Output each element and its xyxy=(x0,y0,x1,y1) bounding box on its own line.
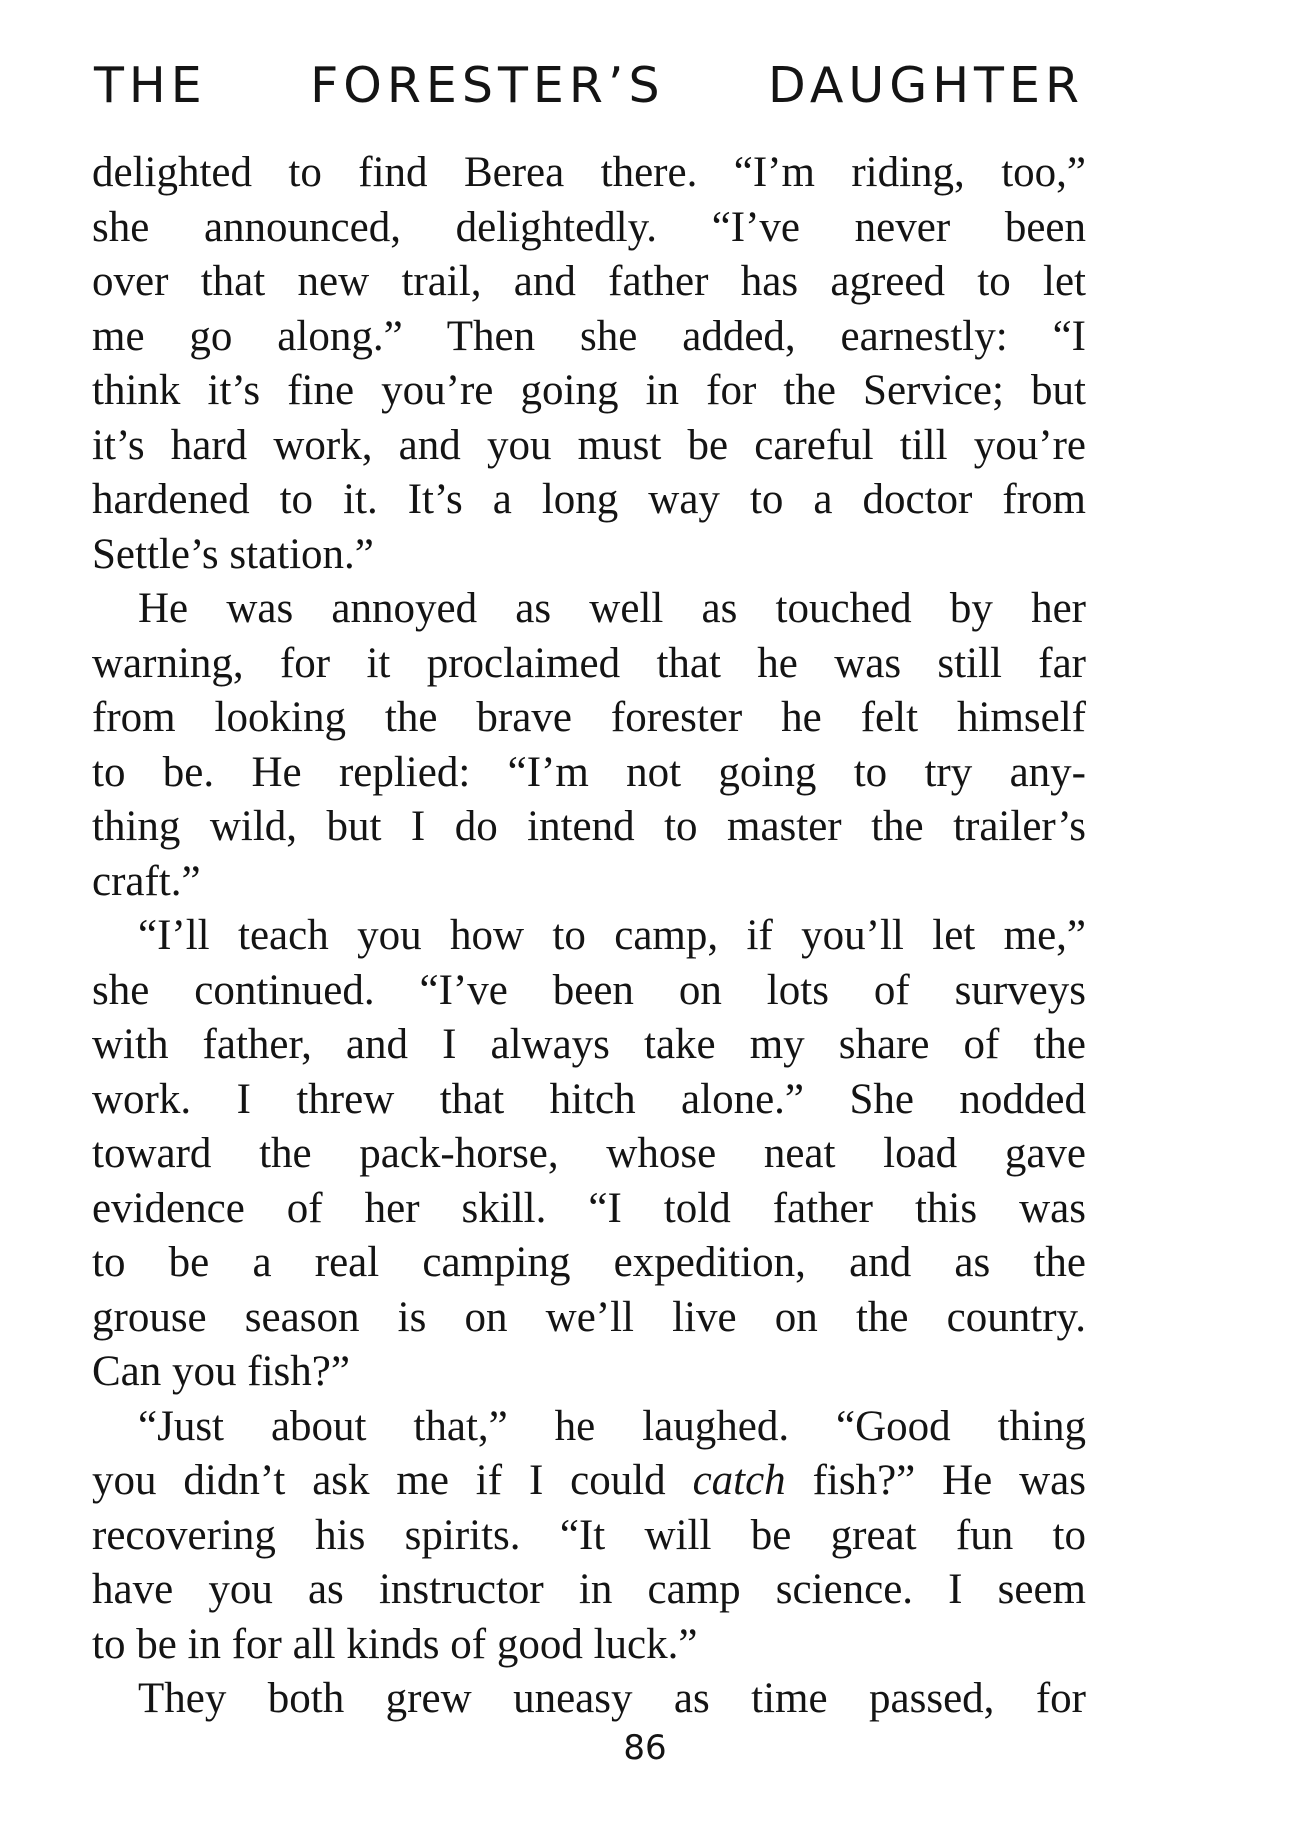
italic-word: catch xyxy=(692,1457,786,1504)
text-line: thing wild, but I do intend to master the trailer’s xyxy=(92,803,1086,850)
text-line: work. I threw that hitch alone.” She nodded xyxy=(92,1075,1086,1123)
text-run: you didn’t ask me if I could xyxy=(92,1457,693,1504)
text-line: to be. He replied: “I’m not going to try any- xyxy=(92,748,1086,796)
paragraph-end-line: Can you fish?” xyxy=(92,1348,350,1395)
text-line: evidence of her skill. “I told father this was xyxy=(92,1184,1086,1232)
running-head-title: THE FORESTER’S DAUGHTER xyxy=(94,57,1084,114)
paragraph-first-line: They both grew uneasy as time passed, for xyxy=(138,1675,1086,1722)
text-line: she announced, delightedly. “I’ve never been xyxy=(92,203,1086,251)
text-line: from looking the brave forester he felt himself xyxy=(92,694,1086,741)
text-line: she continued. “I’ve been on lots of surveys xyxy=(92,966,1086,1014)
text-line: to be a real camping expedition, and as the xyxy=(92,1239,1086,1286)
text-line: grouse season is on we’ll live on the country. xyxy=(92,1293,1086,1341)
text-line: over that new trail, and father has agreed to let xyxy=(92,258,1086,305)
text-line: it’s hard work, and you must be careful till you’re xyxy=(92,421,1086,469)
text-line: delighted to find Berea there. “I’m riding, too,” xyxy=(92,149,1086,196)
paragraph-end-line: craft.” xyxy=(92,857,201,905)
paragraph-first-line: “I’ll teach you how to camp, if you’ll let me,” xyxy=(138,912,1086,959)
text-line: toward the pack-horse, whose neat load gave xyxy=(92,1130,1086,1177)
paragraph-end-line: Settle’s station.” xyxy=(92,530,374,578)
text-line: think it’s fine you’re going in for the Service; but xyxy=(92,367,1086,414)
text-line-with-italic xyxy=(92,1454,1086,1509)
text-line: me go along.” Then she added, earnestly: “I xyxy=(92,312,1086,360)
paragraph-end-line: to be in for all kinds of good luck.” xyxy=(92,1620,698,1668)
text-run: fish?” He was xyxy=(785,1457,1087,1504)
body-text xyxy=(92,146,1086,1727)
text-line: with father, and I always take my share of the xyxy=(92,1021,1086,1068)
text-line: hardened to it. It’s a long way to a doctor from xyxy=(92,476,1086,523)
text-line: recovering his spirits. “It will be great fun to xyxy=(92,1511,1086,1559)
paragraph-first-line: He was annoyed as well as touched by her xyxy=(138,585,1086,632)
page-number: 86 xyxy=(623,1728,667,1768)
text-line: warning, for it proclaimed that he was still far xyxy=(92,639,1086,687)
text-line: have you as instructor in camp science. I seem xyxy=(92,1566,1086,1613)
paragraph-first-line: “Just about that,” he laughed. “Good thing xyxy=(138,1402,1086,1450)
